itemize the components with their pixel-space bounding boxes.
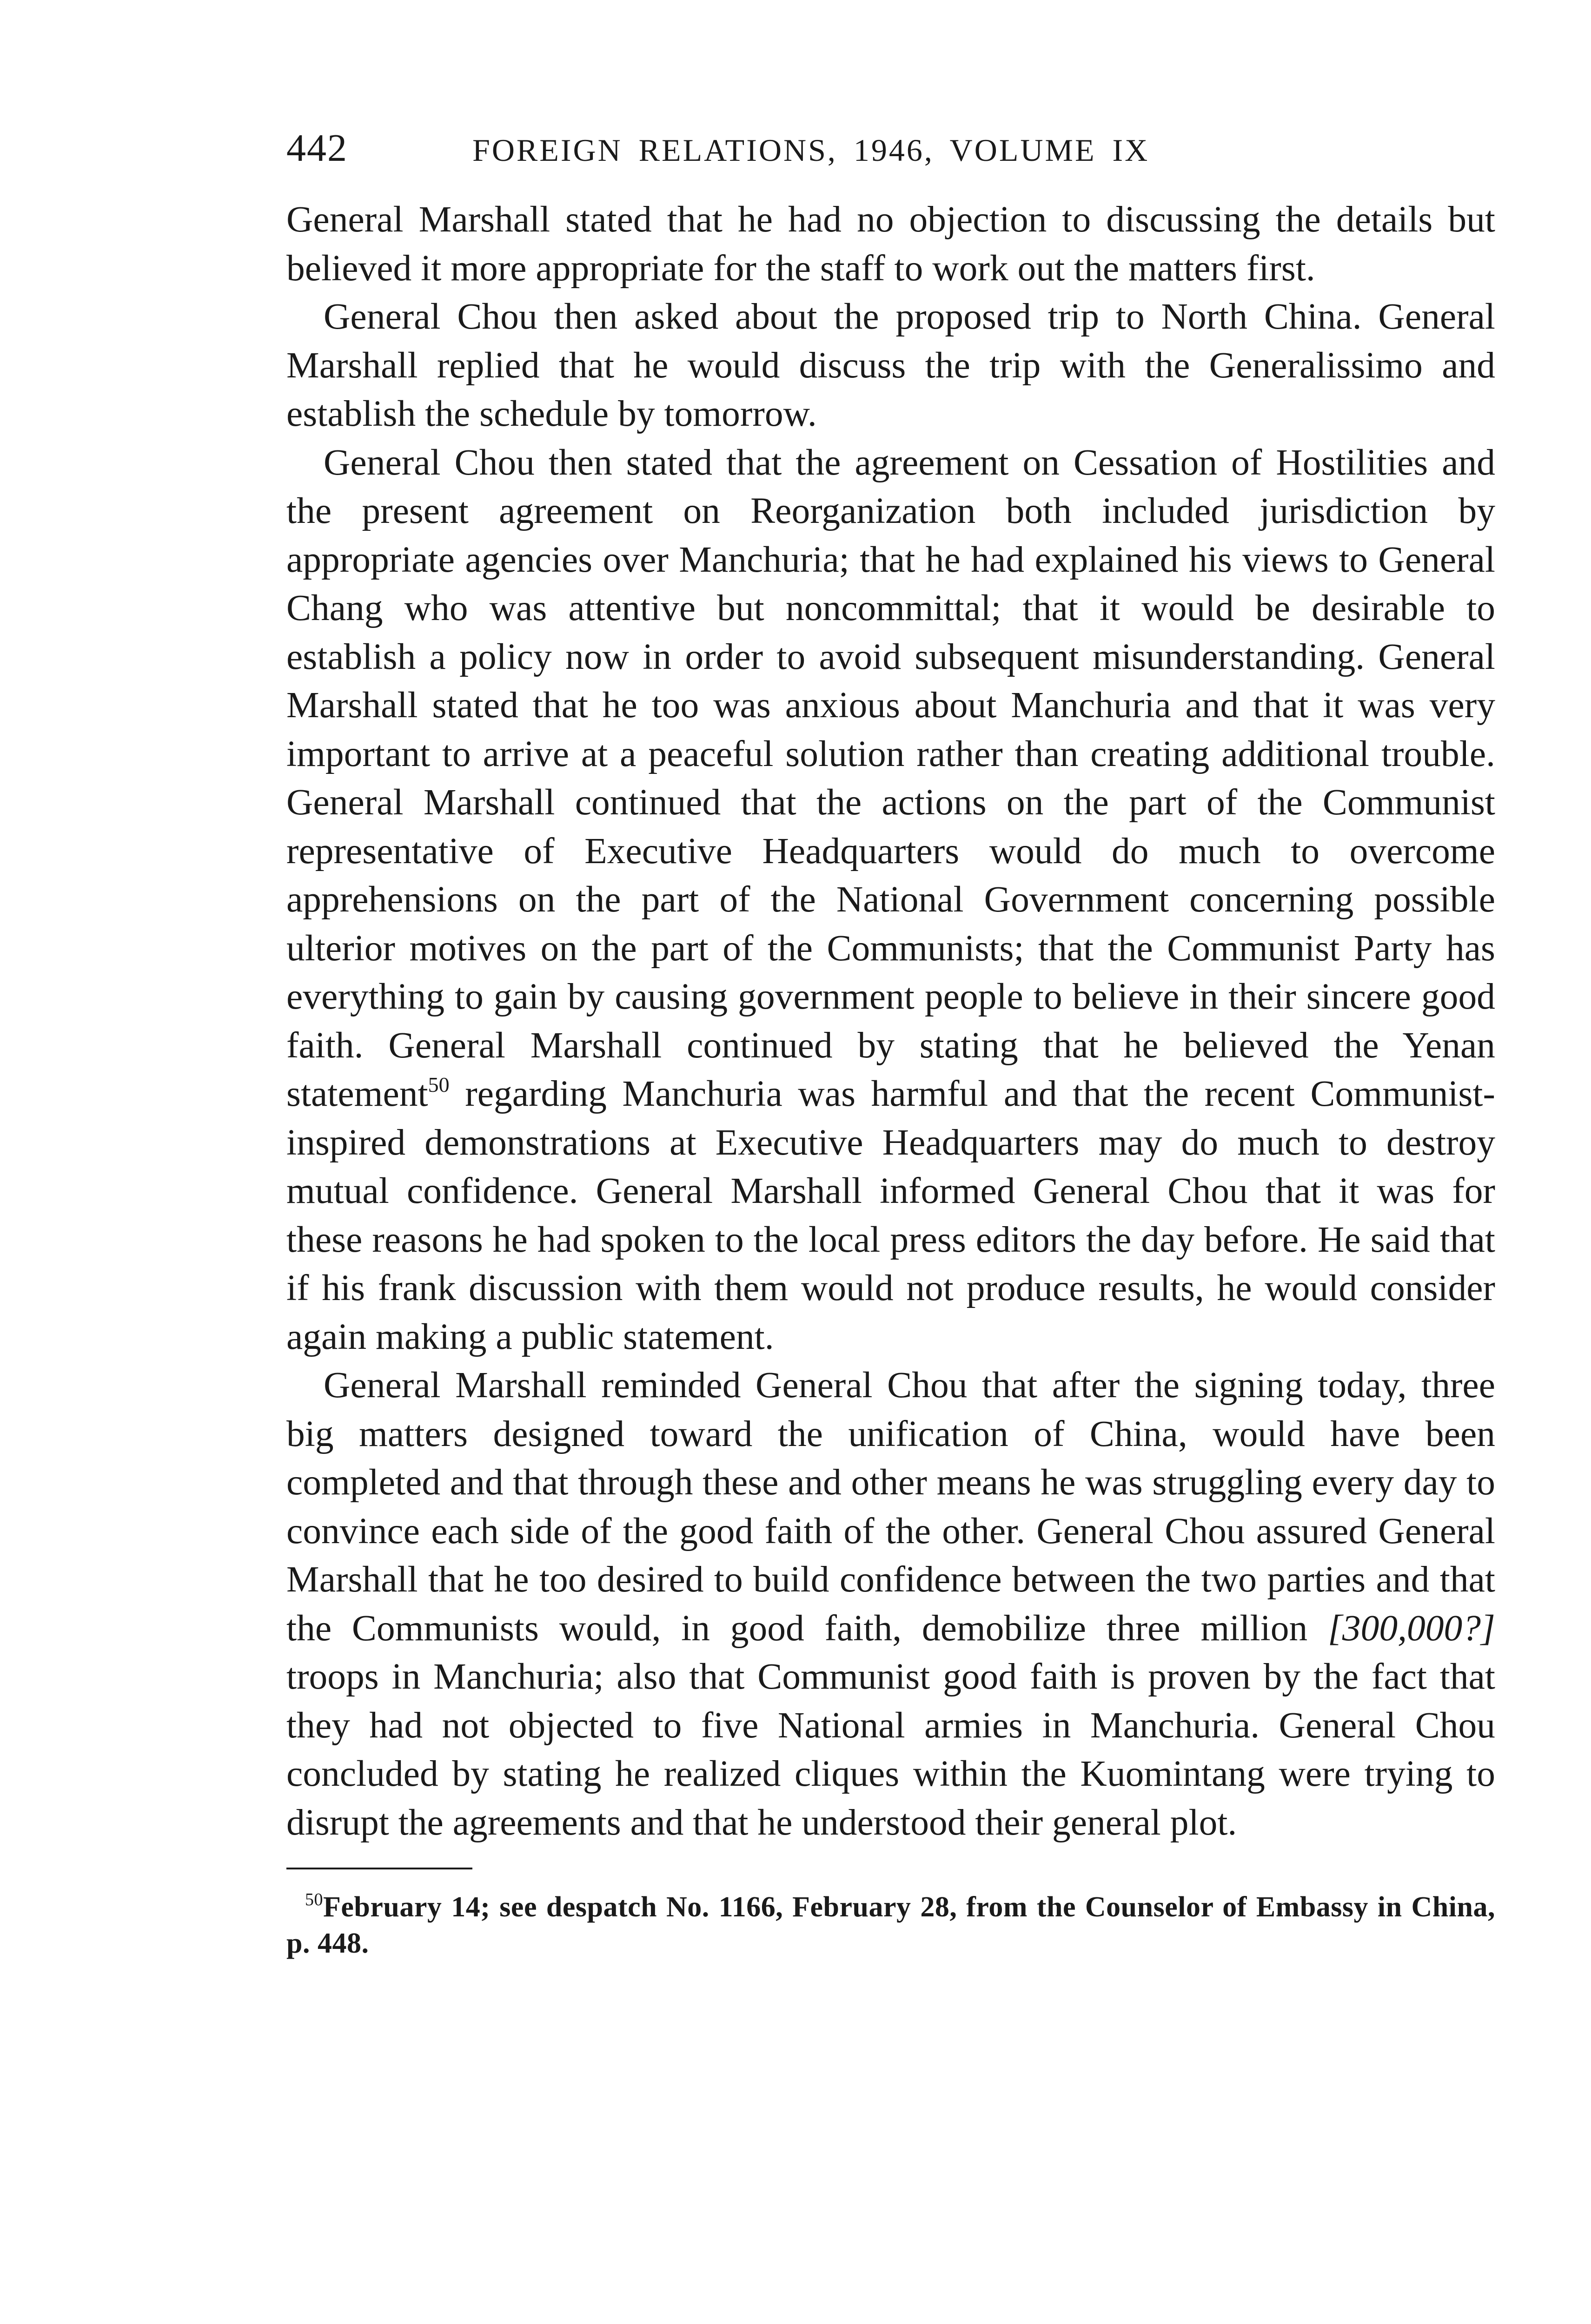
paragraph-4	[286, 1361, 1495, 1847]
paragraph-2: General Chou then asked about the proposed trip to North China. General Marshall replied that he would discuss the trip with the Generalissimo and establish the schedule by tomorrow.	[286, 296, 1495, 434]
footnote-reference: 50	[428, 1073, 450, 1096]
paragraph-4-text-b: troops in Manchuria; also that Communist good faith is proven by the fact that they had not objected to five National armies in Manchuria. General Chou concluded by stating he realized cliques within the Kuomintang were trying to disrupt the agreements and that he understood their general plot.	[286, 1656, 1495, 1843]
footnote-divider	[286, 1868, 472, 1869]
paragraph-3	[286, 438, 1495, 1361]
paragraph-3-text-a: General Chou then stated that the agreement on Cessation of Hostilities and the present agreement on Reorganization both included jurisdiction by appropriate agencies over Manchuria; that he had explained his views to General Chang who was attentive but noncommittal; that it would be desirable to establish a policy now in order to avoid subsequent misunderstanding. General Marshall stated that he too was anxious about Manchuria and that it was very important to arrive at a peaceful solution rather than creating additional trouble. General Marshall continued that the actions on the part of the Communist representative of Executive Headquarters would do much to overcome apprehensions on the part of the National Government concerning possible ulterior motives on the part of the Communists; that the Communist Party has everything to gain by causing government people to believe in their sincere good faith. General Marshall continued by stating that he believed the Yenan statement	[286, 442, 1495, 1114]
page-number: 442	[286, 126, 348, 170]
body-text	[286, 195, 1495, 1847]
paragraph-4-text-a: General Marshall reminded General Chou that after the signing today, three big matters designed toward the unification of China, would have been completed and that through these and other means he was struggling every day to convince each side of the good faith of the other. General Chou assured General Marshall that he too desired to build confidence between the two parties and that the Communists would, in good faith, demobilize three million	[286, 1365, 1495, 1649]
paragraph-3-text-b: regarding Manchuria was harmful and that the recent Communist-inspired demonstrations at Executive Headquarters may do much to destroy mutual confidence. General Marshall informed General Chou that it was for these reasons he had spoken to the local press editors the day before. He said that if his frank discussion with them would not produce results, he would consider again making a public statement.	[286, 1073, 1495, 1357]
running-title: FOREIGN RELATIONS, 1946, VOLUME IX	[472, 132, 1150, 168]
running-head	[286, 125, 1495, 195]
footnote-text: February 14; see despatch No. 1166, February 28, from the Counselor of Embassy in China, p. 448.	[286, 1891, 1495, 1959]
footnote	[286, 1889, 1495, 1961]
document-page	[286, 125, 1495, 1961]
editorial-bracket: [300,000?]	[1327, 1607, 1495, 1649]
footnote-number: 50	[305, 1890, 323, 1909]
paragraph-1: General Marshall stated that he had no objection to discussing the details but believed it more appropriate for the staff to work out the matters first.	[286, 199, 1495, 289]
